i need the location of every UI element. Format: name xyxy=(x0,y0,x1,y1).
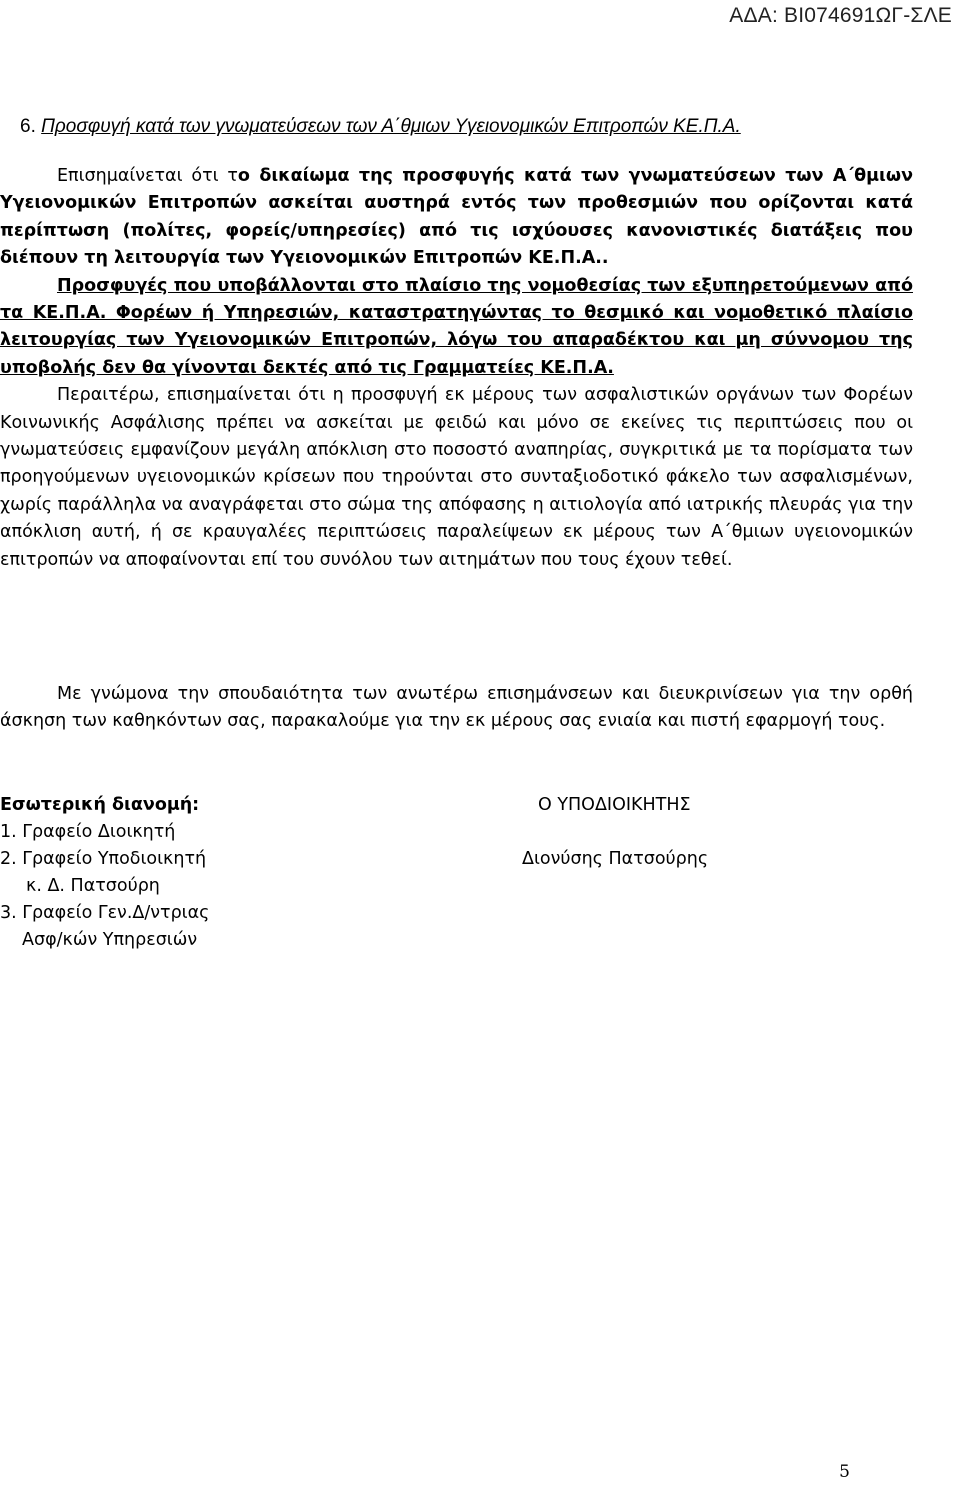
distribution-title: Εσωτερική διανομή: xyxy=(0,795,200,815)
section-title: Προσφυγή κατά των γνωματεύσεων των Α΄θμιων Υγειονομικών Επιτροπών ΚΕ.Π.Α. xyxy=(41,116,741,137)
distribution-line: 2. Γραφείο Υποδιοικητή xyxy=(0,849,207,869)
page-number: 5 xyxy=(839,1462,850,1482)
distribution-line: 1. Γραφείο Διοικητή xyxy=(0,822,176,842)
para1-continuation: Περαιτέρω, επισημαίνεται ότι η προσφυγή εκ μέρους των ασφαλιστικών οργάνων των Φορέων Κοινωνικής Ασφάλισης πρέπει να ασκείται με φειδώ και μόνο σε εκείνες τις περιπτώσεις που οι γνωματεύσεις εμφανίζουν μεγάλη απόκλιση στο ποσοστό αναπηρίας, συγκριτικά με τα πορίσματα των προηγούμενων υγειονομικών κρίσεων που τηρούνται στο συνταξιοδοτικό φάκελο των ασφαλισμένων, χωρίς παράλληλα να αναγράφεται στο σώμα της απόφασης η αιτιολογία από ιατρικής πλευράς για την απόκλιση αυτή, ή σε κραυγαλέες περιπτώσεις παραλείψεων εκ μέρους των Α΄θμιων υγειονομικών επιτροπών να αποφαίνονται επί του συνόλου των αιτημάτων που τους έχουν τεθεί. xyxy=(0,385,913,570)
signature-name: Διονύσης Πατσούρης xyxy=(522,849,709,869)
distribution-line: 3. Γραφείο Γεν.Δ/ντριας xyxy=(0,903,210,923)
section-6-heading xyxy=(20,114,940,140)
para1-lead: Επισημαίνεται ότι τ xyxy=(57,166,238,186)
ada-code: ΑΔΑ: ΒΙ074691ΩΓ-ΣΛΕ xyxy=(729,4,952,27)
section-number: 6. xyxy=(20,116,36,137)
signature-role: Ο ΥΠΟΔΙΟΙΚΗΤΗΣ xyxy=(538,795,691,815)
distribution-block xyxy=(0,792,209,954)
section-6-body xyxy=(0,163,913,574)
para1-bold-text: ο δικαίωμα της προσφυγής κατά των γνωματεύσεων των Α΄θμιων Υγειονομικών Επιτροπών ασκείται αυστηρά εντός των προθεσμιών που ορίζονται κατά περίπτωση (πολίτες, φορείς/υπηρεσίες) από τις ισχύουσες κανονιστικές διατάξεις που διέπουν τη λειτουργία των Υγειονομικών Επιτροπών ΚΕ.Π.Α.. xyxy=(0,166,914,269)
closing-paragraph xyxy=(0,681,913,736)
para1-underlined-text: Προσφυγές που υποβάλλονται στο πλαίσιο της νομοθεσίας των εξυπηρετούμενων από τα ΚΕ.Π.Α. Φορέων ή Υπηρεσιών, καταστρατηγώντας το θεσμικό και νομοθετικό πλαίσιο λειτουργίας των Υγειονομικών Επιτροπών, λόγω του απαραδέκτου και μη σύννομου της υποβολής δεν θα γίνονται δεκτές από τις Γραμματείες ΚΕ.Π.Α. xyxy=(0,275,913,378)
distribution-line: κ. Δ. Πατσούρη xyxy=(26,876,160,896)
closing-text: Με γνώμονα την σπουδαιότητα των ανωτέρω επισημάνσεων και διευκρινίσεων για την ορθή άσκηση των καθηκόντων σας, παρακαλούμε για την εκ μέρους σας ενιαία και πιστή εφαρμογή τους. xyxy=(0,684,913,732)
distribution-line: Ασφ/κών Υπηρεσιών xyxy=(22,930,198,950)
